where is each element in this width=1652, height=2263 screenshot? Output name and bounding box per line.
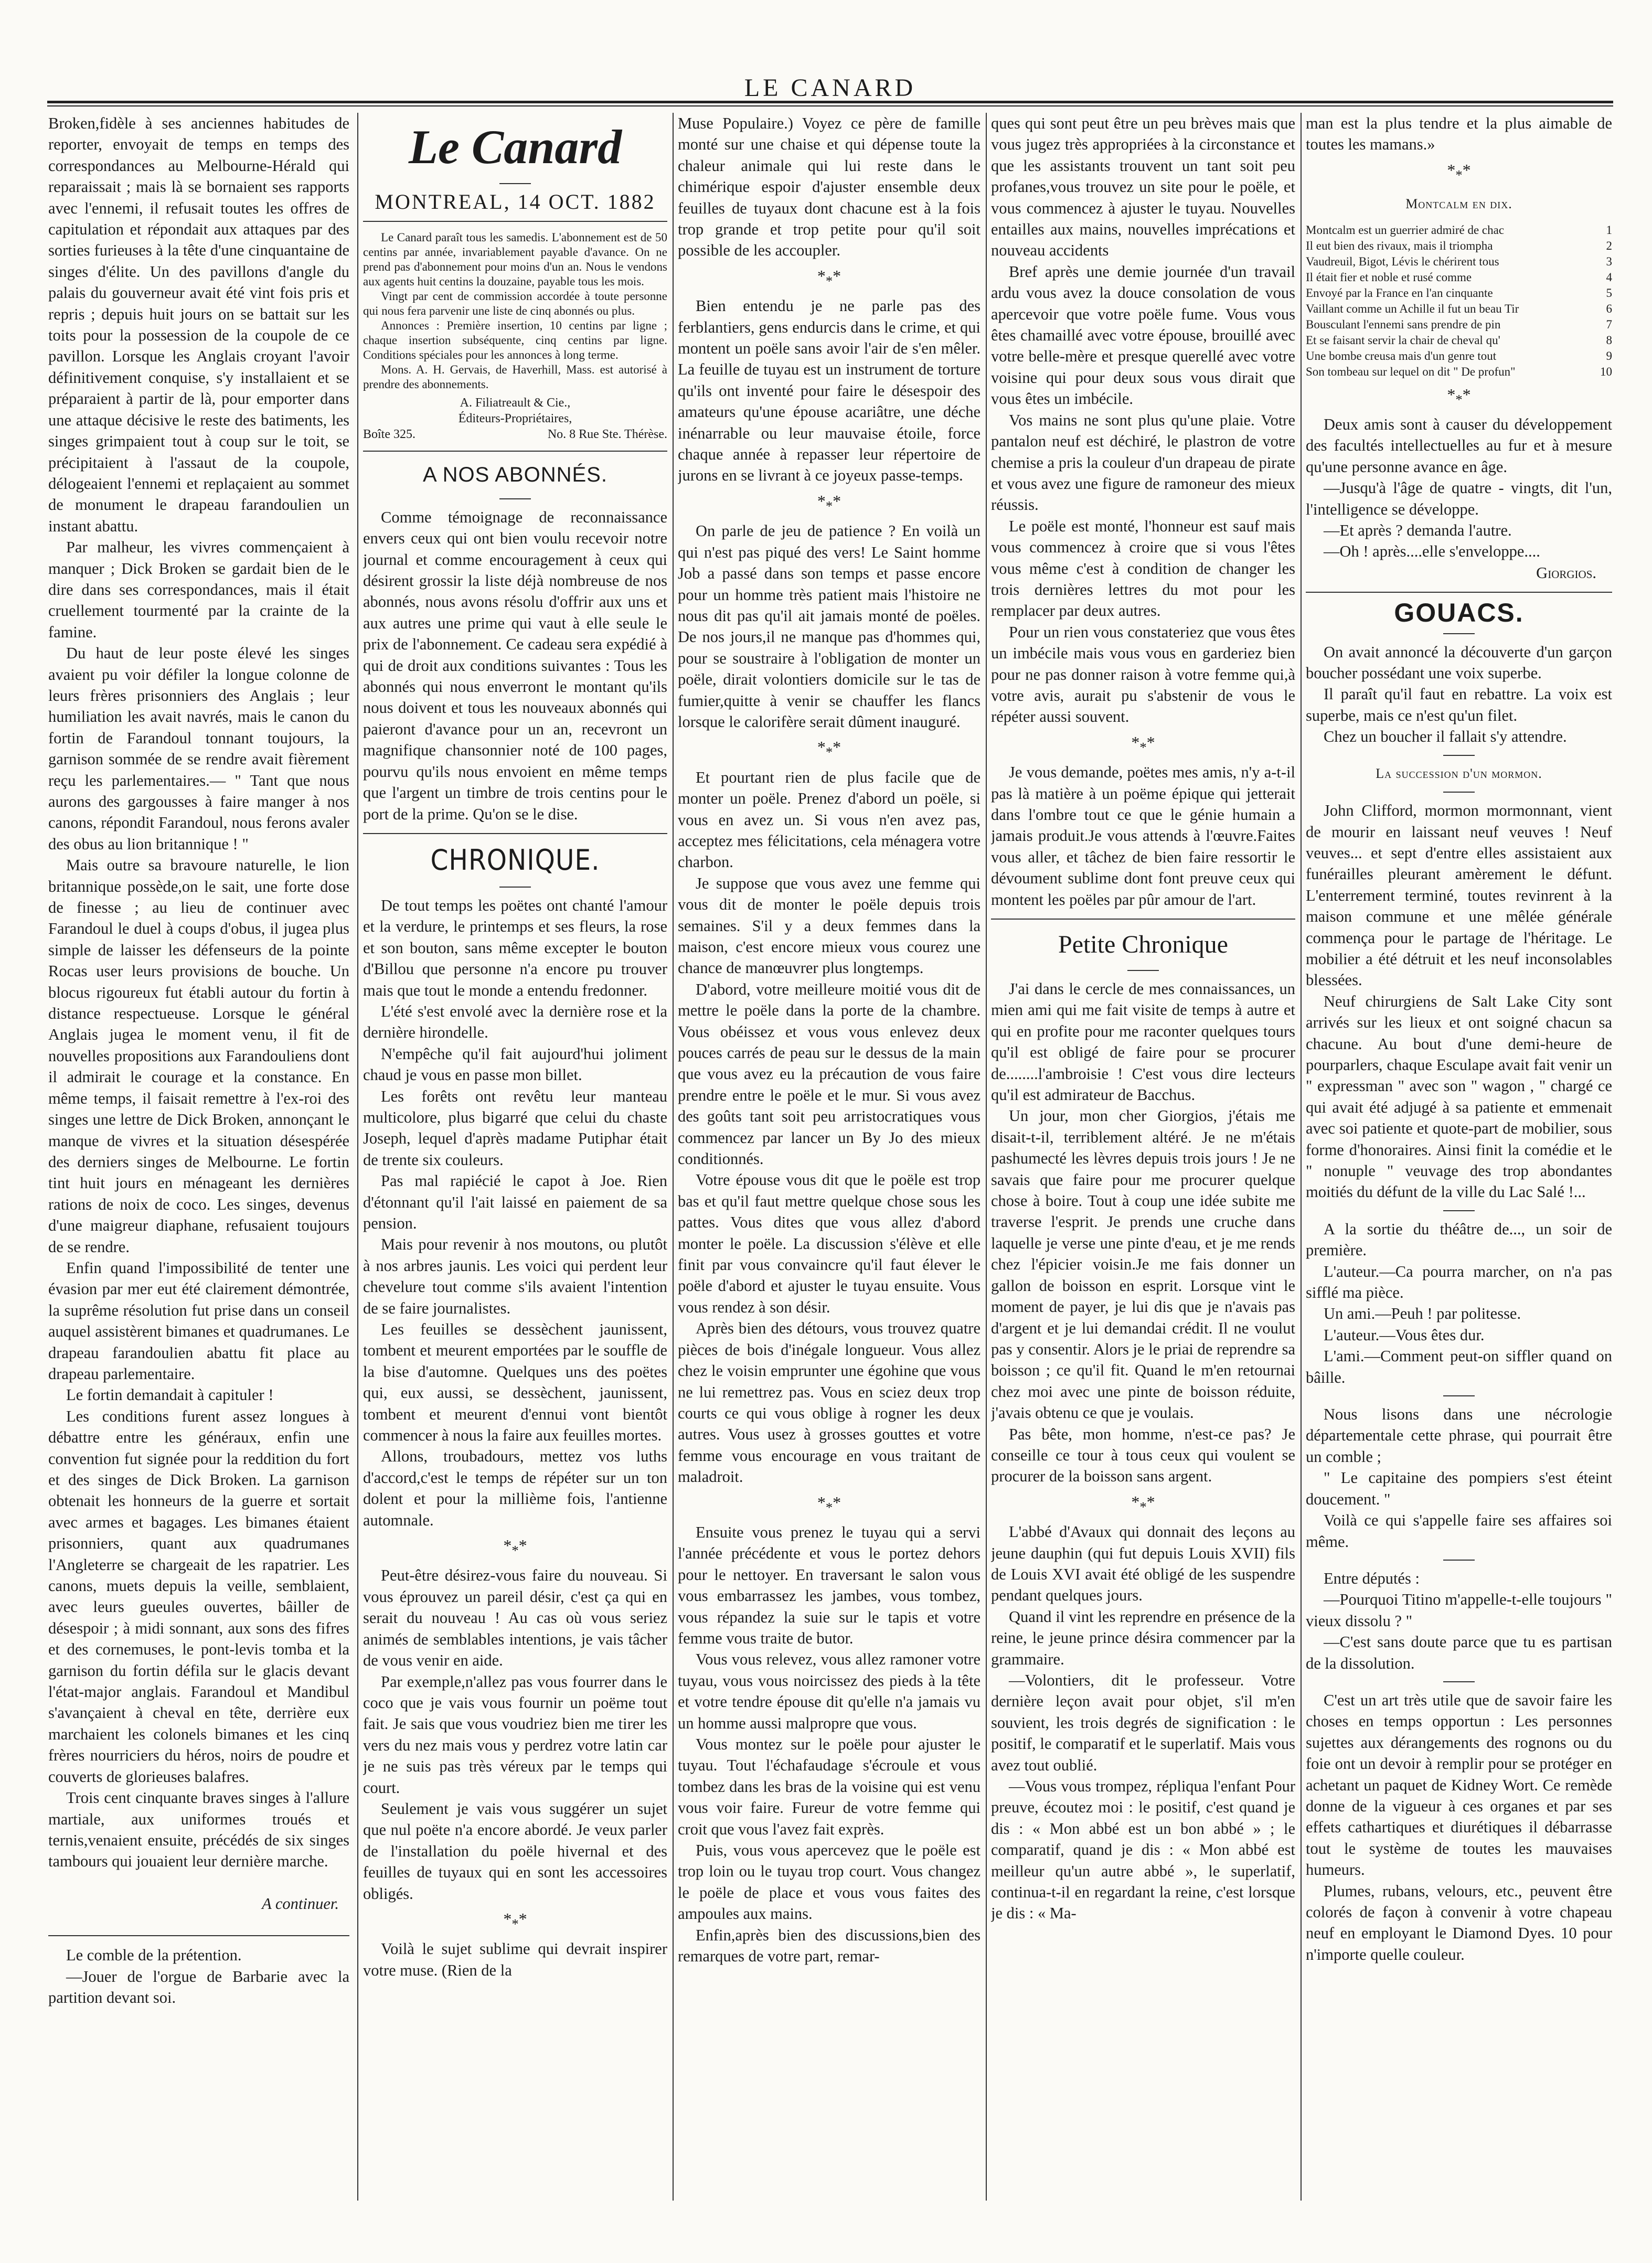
paragraph: Vos mains ne sont plus qu'une plaie. Votre pantalon neuf est déchiré, le plastron de votre chemise a pris la couleur d'un drapeau de pirate et vous avez une figure de ramoneur des mieux réussis. (991, 411, 1295, 514)
paragraph: Je suppose que vous avez une femme qui vous dit de monter le poële depuis trois semaines. S'il y a deux femmes dans la maison, c'est encore mieux vous courez une chance de manœuvrer plus longtemps. (678, 874, 980, 977)
paragraph: Il paraît qu'il faut en rebattre. La voix est superbe, mais ce n'est qu'un filet. (1306, 685, 1612, 724)
column-divider (986, 113, 987, 2201)
section-rule (363, 451, 667, 452)
masthead: LE CANARD (744, 74, 916, 102)
section-rule (48, 1935, 349, 1936)
paragraph: Après bien des détours, vous trouvez quatre pièces de bois d'inégale longueur. Vous allez chez le voisin emprunter une égohine que vous ne lui remettrez pas. Vous en sciez deux trop courts ce qui vous oblige à rogner les deux autres. Vous usez à grosses gouttes et votre femme vous encourage en vous traitant de maladroit. (678, 1319, 980, 1486)
paragraph: Trois cent cinquante braves singes à l'allure martiale, aux uniformes troués et ternis,venaient ensuite, précédés de six singes tambours qui jouaient leur dernière marche. (48, 1789, 349, 1871)
paragraph: L'auteur.—Ca pourra marcher, on n'a pas sifflé ma pièce. (1306, 1262, 1612, 1302)
paragraph: Par malheur, les vivres commençaient à manquer ; Dick Broken se gardait bien de le dire dans ses correspondances, mais il était cruellement tourmenté par la crainte de la famine. (48, 538, 349, 641)
paragraph: Mais outre sa bravoure naturelle, le lion britannique possède,on le sait, une forte dose de finesse ; au lieu de continuer avec Farandoul le duel à coups d'obus, il jugea plus simple de laisser les défenseurs de la pointe Rocas user leurs provisions de bouche. Un blocus rigoureux fut établi autour du fortin à distance respectueuse. Lorsque le général Anglais jugea le moment venu, il fit de nouvelles propositions aux Farandouliens dont il admirait le courage et la constance. En même temps, il faisait remettre à l'ex-roi des singes une lettre de Dick Broken, annonçant le manque de vivres et la situation désespérée des derniers singes de Melbourne. Le fortin tint huit jours en ménageant les dernières rations de noix de coco. Les singes, devenus d'une maigreur diaphane, refusaient toujours de se rendre. (48, 856, 349, 1256)
mormon-heading: La succession d'un mormon. (1376, 765, 1542, 781)
title-dash (499, 183, 531, 184)
chronique-heading: CHRONIQUE. (430, 843, 600, 877)
paragraph: —C'est sans doute parce que tu es partisan de la dissolution. (1306, 1633, 1612, 1672)
poem-line: Envoyé par la France en l'an cinquante 5 (1306, 286, 1612, 300)
poem-line: Une bombe creusa mais d'un genre tout 9 (1306, 349, 1612, 362)
paragraph: D'abord, votre meilleure moitié vous dit de mettre le poële dans la porte de la chambre. Vous obéissez et vous vous enlevez deux pouces carrés de peau sur le dessus de la main que vous avez eu la précaution de vous faire prendre entre le poële et le mur. Si vous avez des goûts tant soit peu arristocratiques vous commencez par lancer un By Jo des mieux conditionnés. (678, 980, 980, 1168)
paragraph: Vous vous relevez, vous allez ramoner votre tuyau, vous vous noircissez des pieds à la tête et votre tendre épouse dit qu'elle n'a jamais vu un homme aussi malpropre que vous. (678, 1650, 980, 1732)
section-rule (363, 221, 667, 222)
paragraph: —Et après ? demanda l'autre. (1324, 521, 1512, 540)
gouacs-heading: GOUACS. (1394, 598, 1524, 628)
poem-line: Vaudreuil, Bigot, Lévis le chérirent tous 3 (1306, 254, 1612, 268)
asterism: $*_**$ (1131, 732, 1155, 755)
dateline: MONTREAL, 14 OCT. 1882 (375, 190, 656, 214)
paragraph: Ensuite vous prenez le tuyau qui a servi l'année précédente et vous le portez dehors pour le nettoyer. En traversant le salon vous vous embarrassez les jambes, vous tombez, vous répandez la suie sur le tapis et votre femme vous traite de butor. (678, 1523, 980, 1647)
separator-dash (1443, 1560, 1475, 1561)
subscription-notice: Le Canard paraît tous les samedis. L'abonnement est de 50 centins par année, invariablement payable d'avance. On ne prend pas d'abonnement pour moins d'un an. Nous le vendons aux agents huit centins la douzaine, payable tous les mois. (363, 231, 667, 289)
paragraph: Enfin,après bien des discussions,bien des remarques de votre part, remar- (678, 1926, 980, 1966)
paragraph: L'abbé d'Avaux qui donnait des leçons au jeune dauphin (qui fut depuis Louis XVII) fils de Louis XVI avait été obligé de les suspendre pendant quelques jours. (991, 1523, 1295, 1605)
paragraph: —Volontiers, dit le professeur. Votre dernière leçon avait pour objet, s'il m'en souvient, les trois degrés de signification : le positif, le comparatif et le superlatif. Mais vous avez tout oublié. (991, 1671, 1295, 1774)
paragraph: Quand il vint les reprendre en présence de la reine, le jeune prince désira commencer par la grammaire. (991, 1607, 1295, 1668)
poem-line: Vaillant comme un Achille il fut un beau Tir 6 (1306, 302, 1612, 315)
paragraph: Comme témoignage de reconnaissance envers ceux qui ont bien voulu recevoir notre journal et comme encouragement à ceux qui désirent grossir la liste déjà nombreuse de nos abonnés, nous avons résolu d'offrir aux uns et aux autres une prime qui vaut à elle seule le prix de l'abonnement. Ce cadeau sera expédié à qui de droit aux conditions suivantes : Tous les abonnés qui nous enverront le montant qu'ils nous doivent et tous les nouveaux abonnés qui paieront d'avance pour un an, recevront un magnifique chansonnier noté de 100 pages, pourvu qu'ils nous envoient en même temps que l'argent un timbre de trois centins pour le port de la prime. Qu'on se le dise. (363, 508, 667, 823)
column-1 (48, 113, 349, 2243)
paragraph: Chez un boucher il fallait s'y attendre. (1324, 728, 1567, 746)
paper-title: Le Canard (408, 120, 622, 174)
paragraph: Neuf chirurgiens de Salt Lake City sont arrivés sur les lieux et ont soigné chacun sa chacune. Au bout d'une demi-heure de pourparlers, chaque Esculape avait fait venir un " expressman " avec son " wagon , " chargé ce qui avait été adjugé à sa patiente et emmenait avec soi patiente et quote-part de mobilier, sous forme d'honoraires. Ainsi finit la comédie et le " nonuple " veuvage des trop abondantes moitiés du défunt de la ville du Lac Salé !... (1306, 992, 1612, 1201)
paragraph: Voilà le sujet sublime qui devrait inspirer votre muse. (Rien de la (363, 1940, 667, 1979)
paragraph: John Clifford, mormon mormonnant, vient de mourir en laissant neuf veuves ! Neuf veuves... et sept d'entre elles assistaient aux funérailles pleurant amèrement le défunt. L'enterrement terminé, toutes revinrent à la maison commune et une mêlée générale commença pour le partage de l'héritage. Le mobilier a été détruit et les neuf inconsolables blessées. (1306, 802, 1612, 989)
poem-line: Il était fier et noble et rusé comme 4 (1306, 270, 1612, 284)
paragraph: Enfin quand l'impossibilité de tenter une évasion par mer eut été clairement démontrée, la suprême résolution fut prise dans un conseil auquel assistèrent bimanes et quadrumanes. Le drapeau farandoulien abattu fit place au drapeau parlementaire. (48, 1258, 349, 1383)
paragraph: Un jour, mon cher Giorgios, j'étais me disait-t-il, terriblement altéré. Je ne m'étais pashumecté les lèvres depuis trois jours ! Je ne savais que faire pour me procurer quelque chose à boire. Tout à coup une idée subite me traverse l'esprit. Je prends une cruche dans laquelle je verse une pinte d'eau, et je me rends chez l'épicier voisin.Je me fais donner un gallon de boisson en esprit. Lorsque vint le moment de payer, je lui dis que je n'avais pas d'argent et je lui demandai crédit. Il ne voulut pas y consentir. Alors je le priai de reprendre sa boisson ; ce qu'il fit. Quand le m'en retournai chez moi avec une pinte de boisson réduite, j'avais obtenu ce que je voulais. (991, 1107, 1295, 1422)
paragraph: Un ami.—Peuh ! par politesse. (1324, 1305, 1521, 1323)
paragraph: On avait annoncé la découverte d'un garçon boucher possédant une voix superbe. (1306, 643, 1612, 682)
joke-line: —Jouer de l'orgue de Barbarie avec la partition devant soi. (48, 1967, 349, 2006)
paragraph: Entre députés : (1324, 1569, 1420, 1587)
paragraph: J'ai dans le cercle de mes connaissances, un mien ami qui me fait visite de temps à autre et qui en profite pour me raconter quelques tours qu'il est obligé de faire pour se procurer de........l'ambroisie ! C'est vous dire lecteurs qu'il est admirateur de Bacchus. (991, 980, 1295, 1104)
joke-title: Le comble de la prétention. (66, 1946, 242, 1965)
ads-notice: Annonces : Première insertion, 10 centins par ligne ; chaque insertion subséquente, cinq centins par ligne. Conditions spéciales pour les annonces à long terme. (363, 319, 667, 362)
paragraph: Les conditions furent assez longues à débattre entre les généraux, enfin une convention fut signée pour la reddition du fort et des singes de Dick Broken. La garnison obtenait les honneurs de la guerre et sortait avec armes et bagages. Les bimanes étaient prisonniers, quant aux quadrumanes l'Angleterre se chargeait de les rapatrier. Les canons, muets depuis la veille, semblaient, avec leurs gueules ouvertes, bâiller de désespoir ; à midi sonnant, aux sons des fifres et des cornemuses, le pont-levis tomba et la garnison du fortin défila sur le glacis devant l'état-major anglais. Farandoul et Mandibul s'avançaient à cheval en tête, derrière eux marchaient les colonels bimanes et les cinq frères nourriciers du héros, noirs de poudre et couverts de glorieuses balafres. (48, 1407, 349, 1786)
paragraph: Allons, troubadours, mettez vos luths d'accord,c'est le temps de répéter sur un ton dolent et pour la millième fois, l'antienne automnale. (363, 1447, 667, 1529)
heading-dash (1443, 633, 1475, 634)
paragraph: " Le capitaine des pompiers s'est éteint doucement. " (1306, 1469, 1612, 1508)
paragraph: Du haut de leur poste élevé les singes avaient pu voir défiler la longue colonne de leurs frères prisonniers des Anglais ; leur humiliation les avait navrés, mais le canon du fortin de Farandoul tonnant toujours, la garnison sommée de se rendre avait fièrement reçu les parlementaires.— " Tant que nous aurons des gargousses à faire manger à nos canons, répondit Farandoul, nous ferons avaler des obus au lion britannique ! " (48, 644, 349, 853)
heading-dash (1127, 970, 1159, 971)
petite-chronique-heading: Petite Chronique (1058, 931, 1228, 959)
asterism: $*_**$ (1131, 1492, 1155, 1515)
paragraph: Bien entendu je ne parle pas des ferblantiers, gens endurcis dans le crime, et qui montent un poële sans avoir l'air de s'en mêler. La feuille de tuyau est un instrument de torture qu'ils ont inventé pour faire le désespoir des amateurs qu'une épouse acariâtre, une déche inénarrable ou leur mauvaise étoile, force chaque année à repasser leur répertoire de jurons en se livrant à ce joyeux passe-temps. (678, 297, 980, 485)
paragraph: Pas bête, mon homme, n'est-ce pas? Je conseille ce tour à tous ceux qui voulent se procurer de la boisson sans argent. (991, 1425, 1295, 1486)
paragraph: Le poële est monté, l'honneur est sauf mais vous commencez à croire que si vous l'êtes vous même c'est à condition de changer les trois dernières lettres du mot pour les remplacer par deux autres. (991, 517, 1295, 620)
paragraph: Muse Populaire.) Voyez ce père de famille monté sur une chaise et qui dépense toute la chaleur animale qui lui reste dans le chimérique espoir d'ajuster ensemble deux feuilles de tuyaux dont chacune est à la fois trop grande et trop petite pour qu'il soit possible de les accoupler. (678, 114, 980, 260)
address: No. 8 Rue Ste. Thérèse. (547, 428, 667, 442)
paragraph: Le fortin demandait à capituler ! (66, 1386, 274, 1404)
paragraph: Plumes, rubans, velours, etc., peuvent être colorés de façon à convenir à votre chapeau neuf en employant le Diamond Dyes. 10 pour n'importe quelle couleur. (1306, 1882, 1612, 1963)
separator-dash (1443, 792, 1475, 793)
paragraph: Par exemple,n'allez pas vous fourrer dans le coco que je vais vous fournir un poëme tout fait. Je sais que vous voudriez bien me tirer les vers du nez mais vous y perdrez votre latin car je ne suis pas très véreux par le temps qui court. (363, 1672, 667, 1797)
paragraph: Bref après une demie journée d'un travail ardu vous avez la douce consolation de vous apercevoir que votre poële fume. Vous vous êtes chamaillé avec votre épouse, brouillé avec votre belle-mère et presque querellé avec votre voisine qui pour deux sous vous dirait que vous êtes un imbécile. (991, 262, 1295, 408)
top-rule (47, 101, 1613, 103)
paragraph: De tout temps les poëtes ont chanté l'amour et la verdure, le printemps et ses fleurs, la rose et son bouton, sans même excepter le bouton d'Billou que personne n'a encore pu trouver mais que tout le monde a entendu fredonner. (363, 896, 667, 999)
paragraph: Et pourtant rien de plus facile que de monter un poële. Prenez d'abord un poële, si vous en avez un. Si vous n'en avez pas, acceptez mes félicitations, cela ménagera votre charbon. (678, 768, 980, 871)
poem-line: Il eut bien des rivaux, mais il triompha 2 (1306, 239, 1612, 252)
asterism: $*_**$ (817, 266, 841, 289)
separator-dash (1443, 755, 1475, 756)
agent-notice: Mons. A. H. Gervais, de Haverhill, Mass. est autorisé à prendre des abonnements. (363, 363, 667, 391)
paragraph: Pour un rien vous constateriez que vous êtes un imbécile mais vous vous en garderiez bien pour ne pas donner raison à votre femme qui,à votre avis, aurait pu s'abstenir de vous le répéter aussi souvent. (991, 623, 1295, 726)
paragraph: Vous montez sur le poële pour ajuster le tuyau. Tout l'échafaudage s'écroule et vous tombez dans les bras de la voisine qui est venu vous voir faire. Fureur de votre femme qui croit que vous l'avez fait exprès. (678, 1735, 980, 1838)
paragraph: ques qui sont peut être un peu brèves mais que vous jugez très appropriées à la circonstance et que les assistants trouvent un tant soit peu profanes,vous trouvez un site pour le poële, et vous commencez à ajuster le tuyau. Nouvelles entailles aux mains, nouvelles imprécations et nouveau accidents (991, 114, 1295, 260)
paragraph: On parle de jeu de patience ? En voilà un qui n'est pas piqué des vers! Le Saint homme Job a passé dans son temps et passe encore pour un homme très patient mais l'histoire ne nous dit pas qu'il ait jamais monté de poëles. De nos jours,il ne manque pas d'hommes qui, pour se soustraire à l'obligation de monter un poële, dirait volontiers domicile sur le tas de fumier,quitte à venir se chauffer les flancs lorsque le calorifère serait dûment inauguré. (678, 522, 980, 731)
paragraph: —Jusqu'à l'âge de quatre - vingts, dit l'un, l'intelligence se développe. (1306, 479, 1612, 518)
heading-dash (499, 887, 531, 888)
montcalm-poem (1306, 222, 1612, 380)
paragraph: C'est un art très utile que de savoir faire les choses en temps opportun : Les personnes sujettes aux dérangements des rognons ou du foie ont un devoir à remplir pour se protéger en achetant un paquet de Kidney Wort. Ce remède donne de la vigueur à ces organes et par ses effets cathartiques et diurétiques il débarrasse tout le système de toutes les mauvaises humeurs. (1306, 1691, 1612, 1879)
column-5 (1306, 113, 1612, 2243)
paragraph: Deux amis sont à causer du développement des facultés intellectuelles au fur et à mesure qu'une personne avance en âge. (1306, 415, 1612, 476)
paragraph: Seulement je vais vous suggérer un sujet que nul poëte n'a encore abordé. Je veux parler de l'installation du poële hivernal et des feuilles de tuyaux qui en sont les accessoires obligés. (363, 1799, 667, 1903)
asterism: $*_**$ (1447, 160, 1471, 183)
asterism: $*_**$ (503, 1536, 527, 1559)
column-divider (673, 113, 674, 2201)
paragraph: N'empêche qu'il fait aujourd'hui joliment chaud je vous en passe mon billet. (363, 1044, 667, 1084)
separator-dash (1443, 1395, 1475, 1396)
paragraph: Mais pour revenir à nos moutons, ou plutôt à nos arbres jaunis. Les voici qui perdent leur chevelure tout comme s'ils avaient l'intention de se faire journalistes. (363, 1235, 667, 1317)
column-divider (1301, 113, 1302, 2201)
publisher: A. Filiatreault & Cie., (460, 396, 571, 410)
column-2 (363, 113, 667, 2243)
asterism: $*_**$ (817, 1492, 841, 1515)
separator-dash (1443, 1681, 1475, 1682)
po-box: Boîte 325. (363, 428, 415, 442)
paragraph: Les feuilles se dessèchent jaunissent, tombent et meurent emportées par le souffle de la bise d'automne. Quelques uns des poëtes qui, eux aussi, se dessèchent, jaunissent, tombent et meurent d'ennui vont bientôt commencer à nous la faire aux feuilles mortes. (363, 1320, 667, 1445)
paragraph: Les forêts ont revêtu leur manteau multicolore, plus bigarré que celui du chaste Joseph, lequel d'après madame Putiphar était de trente six couleurs. (363, 1087, 667, 1169)
paragraph: —Oh ! après....elle s'enveloppe.... (1324, 542, 1540, 561)
montcalm-heading: Montcalm en dix. (1405, 196, 1512, 212)
top-rule-thin (47, 105, 1613, 106)
poem-line: Son tombeau sur lequel on dit " De profun" 10 (1306, 365, 1612, 378)
paragraph: Voilà ce qui s'appelle faire ses affaires soi même. (1306, 1511, 1612, 1551)
paragraph: L'ami.—Comment peut-on siffler quand on bâille. (1306, 1347, 1612, 1386)
poem-line: Et se faisant servir la chair de cheval qu' 8 (1306, 333, 1612, 347)
paragraph: —Pourquoi Titino m'appelle-t-elle toujours " vieux dissolu ? " (1306, 1590, 1612, 1630)
paragraph: Votre épouse vous dit que le poële est trop bas et qu'il faut mettre quelque chose sous les pattes. Vous dites que vous allez d'abord monter le poële. La discussion s'élève et elle finit par vous convaincre qu'il faut élever le poële d'abord et ajuster le tuyau ensuite. Vous vous rendez à son désir. (678, 1171, 980, 1316)
signature: Giorgios. (1536, 563, 1596, 582)
paragraph: man est la plus tendre et la plus aimable de toutes les mamans.» (1306, 114, 1612, 154)
commission-notice: Vingt par cent de commission accordée à toute personne qui nous fera parvenir une liste de cinq abonnés ou plus. (363, 290, 667, 318)
publisher-role: Éditeurs-Propriétaires, (458, 412, 572, 426)
column-4 (991, 113, 1295, 2243)
section-rule (991, 919, 1295, 920)
paragraph: Broken,fidèle à ses anciennes habitudes de reporter, envoyait de temps en temps des correspondances au Melbourne-Hérald qui reparaissait ; mais là se bornaient ses rapports avec l'ennemi, il refusait toutes les offres de capitulation et répondait aux attaques par des sorties furieuses à la tête d'une cinquantaine de singes d'élite. Un des pavillons d'angle du palais du gouverneur avait été vint fois pris et repris ; depuis huit jours on se battait sur les toits pour la possession de la coupole de ce pavillon. Lorsque les Anglais croyant l'avoir définitivement conquise, s'y installaient et se préparaient à partir de là, pour emporter dans une attaque décisive le reste des batiments, les singes grimpaient tout à coup sur le toit, se précipitaient à l'assaut de la coupole, délogeaient l'ennemi et replaçaient au sommet de monument le drapeau farandoulien un instant abattu. (48, 114, 349, 535)
paragraph: Je vous demande, poëtes mes amis, n'y a-t-il pas là matière à un poëme épique qui jetterait dans l'ombre tout ce que le génie humain a jamais produit.Je vous attends à l'œuvre.Faites vous aller, et tâchez de bien faire ressortir le dévoument sublime dont font preuve ceux qui montent les poëles par pûr amour de l'art. (991, 763, 1295, 909)
abonnes-heading: A NOS ABONNÉS. (423, 463, 607, 487)
paragraph: Peut-être désirez-vous faire du nouveau. Si vous éprouvez un pareil désir, c'est ça qui en serait du nouveau ! Au cas où vous seriez animés de semblables intentions, je vais tâcher de vous venir en aide. (363, 1566, 667, 1670)
paragraph: L'auteur.—Vous êtes dur. (1324, 1326, 1485, 1344)
asterism: $*_**$ (817, 738, 841, 760)
poem-line: Montcalm est un guerrier admiré de chac 1 (1306, 223, 1612, 237)
heading-dash (499, 498, 531, 499)
separator-dash (1443, 1210, 1475, 1211)
paragraph: Puis, vous vous apercevez que le poële est trop loin ou le tuyau trop court. Vous changez le poële de place et vous vous faites des ampoules aux mains. (678, 1841, 980, 1923)
to-be-continued: A continuer. (262, 1894, 339, 1913)
section-rule (1306, 592, 1612, 593)
paragraph: Pas mal rapiécié le capot à Joe. Rien d'étonnant qu'il l'ait laissé en paiement de sa pension. (363, 1172, 667, 1232)
paragraph: —Vous vous trompez, répliqua l'enfant Pour preuve, écoutez moi : le positif, c'est quand je dis : « Mon abbé est un bon abbé » ; le comparatif, quand je dis : « Mon abbé est meilleur qu'un autre abbé », le superlatif, continua-t-il en regardant la reine, c'est lorsque je dis : « Ma- (991, 1777, 1295, 1923)
paragraph: Nous lisons dans une nécrologie départementale cette phrase, qui pourrait être un comble ; (1306, 1405, 1612, 1466)
poem-line: Bousculant l'ennemi sans prendre de pin 7 (1306, 317, 1612, 331)
asterism: $*_**$ (817, 491, 841, 514)
column-3 (678, 113, 980, 2243)
section-rule (363, 833, 667, 834)
paragraph: L'été s'est envolé avec la dernière rose et la dernière hirondelle. (363, 1002, 667, 1042)
asterism: $*_**$ (503, 1909, 527, 1932)
paragraph: A la sortie du théâtre de..., un soir de première. (1306, 1220, 1612, 1259)
asterism: $*_**$ (1447, 385, 1471, 407)
column-divider (357, 113, 358, 2201)
